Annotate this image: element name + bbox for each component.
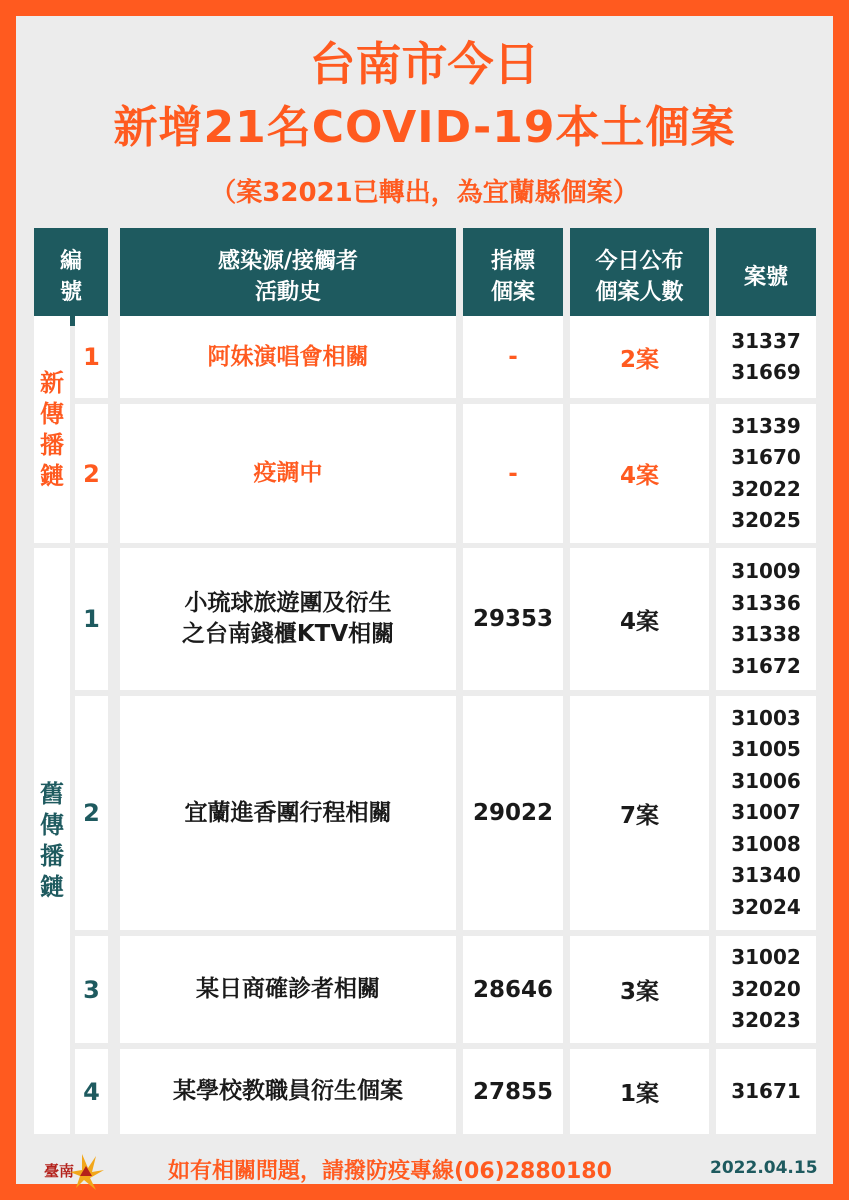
hotline-text: 如有相關問題，請撥防疫專線(06)2880180 xyxy=(168,1159,612,1184)
case-number: 31339 xyxy=(731,413,801,438)
row-index: 3 xyxy=(75,936,108,1043)
title-line-2: 新增21名COVID-19本土個案 xyxy=(113,102,736,153)
row-cases xyxy=(716,316,816,398)
column-header-source: 感染源/接觸者 活動史 xyxy=(120,228,456,326)
row-source: 宜蘭進香團行程相關 xyxy=(120,696,456,930)
case-number: 31006 xyxy=(731,768,801,793)
row-indicator: - xyxy=(463,316,563,398)
case-number: 31672 xyxy=(731,653,801,678)
logo-text: 臺南 xyxy=(44,1162,75,1180)
poster xyxy=(16,16,833,1184)
case-number: 31005 xyxy=(731,737,801,762)
row-source: 阿妹演唱會相關 xyxy=(120,316,456,398)
tainan-city-logo xyxy=(40,1146,110,1194)
row-count: 3案 xyxy=(570,936,709,1043)
row-indicator: 28646 xyxy=(463,936,563,1043)
case-number: 31336 xyxy=(731,590,801,615)
column-header-indicator: 指標 個案 xyxy=(463,228,563,326)
row-cases xyxy=(716,1049,816,1134)
case-number: 31007 xyxy=(731,800,801,825)
row-cases xyxy=(716,696,816,930)
case-number: 31338 xyxy=(731,622,801,646)
title-line-1: 台南市今日 xyxy=(309,37,540,91)
row-indicator: 27855 xyxy=(463,1049,563,1134)
publish-date: 2022.04.15 xyxy=(710,1158,818,1178)
case-number: 31337 xyxy=(731,328,801,353)
row-count: 1案 xyxy=(570,1049,709,1134)
row-source: 小琉球旅遊團及衍生 之台南錢櫃KTV相關 xyxy=(120,548,456,690)
case-number: 31009 xyxy=(731,559,801,583)
row-cases xyxy=(716,404,816,543)
row-source: 疫調中 xyxy=(120,404,456,543)
row-source: 某學校教職員衍生個案 xyxy=(120,1049,456,1134)
case-number: 31003 xyxy=(731,705,801,730)
case-number: 31669 xyxy=(731,360,801,384)
row-cases xyxy=(716,548,816,690)
row-cases xyxy=(716,936,816,1043)
row-index: 2 xyxy=(75,696,108,930)
column-header-index: 編 號 xyxy=(34,228,108,326)
group-label-old-chain: 舊傳播鏈 xyxy=(34,548,70,1134)
case-number: 32020 xyxy=(731,976,801,1001)
row-index: 4 xyxy=(75,1049,108,1134)
row-index: 1 xyxy=(75,548,108,690)
case-number: 32022 xyxy=(731,476,801,501)
subtitle: （案32021已轉出，為宜蘭縣個案） xyxy=(210,178,639,208)
row-count: 2案 xyxy=(570,316,709,398)
row-index: 1 xyxy=(75,316,108,398)
case-number: 32025 xyxy=(731,508,801,532)
row-count: 4案 xyxy=(570,404,709,543)
column-header-count: 今日公布 個案人數 xyxy=(570,228,709,326)
case-number: 32023 xyxy=(731,1008,801,1033)
case-number: 31340 xyxy=(731,863,801,888)
row-indicator: - xyxy=(463,404,563,543)
column-header-cases: 案號 xyxy=(716,228,816,326)
case-number: 32024 xyxy=(731,894,801,919)
case-number: 31670 xyxy=(731,445,801,469)
row-indicator: 29022 xyxy=(463,696,563,930)
row-source: 某日商確診者相關 xyxy=(120,936,456,1043)
row-indicator: 29353 xyxy=(463,548,563,690)
row-count: 7案 xyxy=(570,696,709,930)
group-label-new-chain: 新傳播鏈 xyxy=(34,316,70,543)
row-index: 2 xyxy=(75,404,108,543)
case-number: 31671 xyxy=(731,1078,801,1103)
case-number: 31002 xyxy=(731,945,801,970)
row-count: 4案 xyxy=(570,548,709,690)
case-number: 31008 xyxy=(731,831,801,856)
